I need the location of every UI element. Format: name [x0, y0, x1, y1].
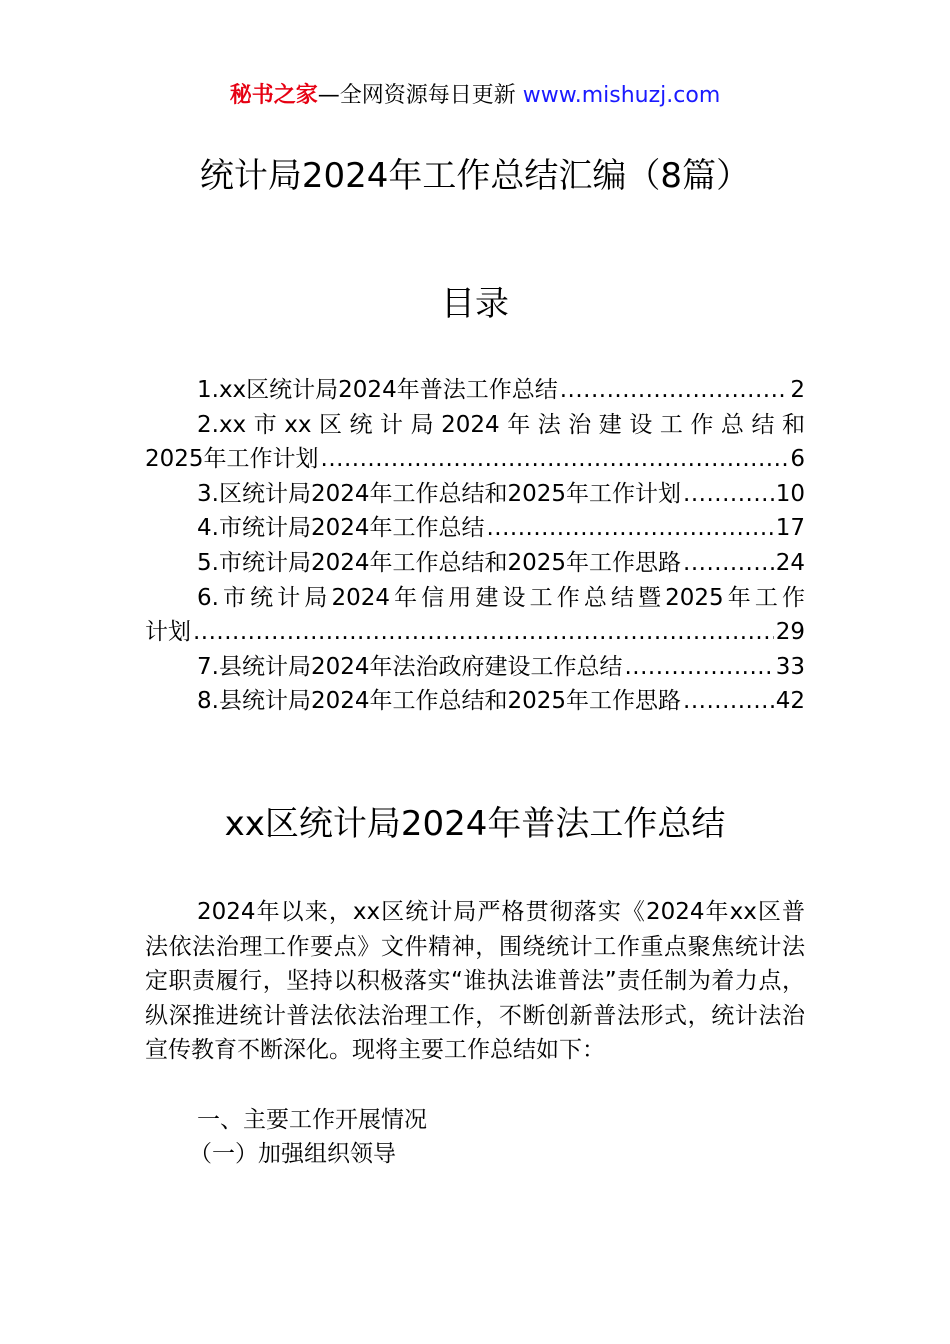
- toc-page-number: 29: [775, 619, 805, 646]
- toc-entry-text: 7.县统计局2024年法治政府建设工作总结: [197, 653, 623, 680]
- section-heading-level1: 一、主要工作开展情况: [197, 1107, 427, 1133]
- section-title: xx区统计局2024年普法工作总结: [224, 804, 726, 844]
- toc-entry-text: 2.xx市xx区统计局2024年法治建设工作总结和: [197, 411, 805, 438]
- toc-leader-dots: [193, 615, 774, 650]
- toc-entry-text: 5.市统计局2024年工作总结和2025年工作思路: [197, 549, 682, 576]
- toc-entry-text: 3.区统计局2024年工作总结和2025年工作计划: [197, 480, 682, 507]
- toc-entry-text: 计划: [145, 619, 191, 646]
- toc-leader-dots: [624, 650, 773, 685]
- toc-entry-7[interactable]: [145, 650, 805, 685]
- site-url-link[interactable]: www.mishuzj.com: [522, 83, 721, 108]
- toc-entry-text: 8.县统计局2024年工作总结和2025年工作思路: [197, 688, 682, 715]
- toc-leader-dots: [683, 684, 774, 719]
- toc-leader-dots: [683, 477, 774, 512]
- toc-entry-3[interactable]: [145, 477, 805, 512]
- toc-page-number: 17: [775, 515, 805, 542]
- toc-page-number: 2: [790, 377, 805, 403]
- toc-page-number: 10: [775, 480, 805, 507]
- site-header: [0, 80, 950, 112]
- toc-leader-dots: [486, 511, 773, 546]
- toc-page-number: 42: [775, 688, 805, 715]
- toc-entry-2[interactable]: [145, 408, 805, 443]
- toc-entry-5[interactable]: [145, 546, 805, 581]
- site-tagline: —全网资源每日更新: [317, 83, 523, 108]
- toc-leader-dots: [321, 442, 789, 477]
- site-brand: 秘书之家: [229, 83, 318, 108]
- document-title: 统计局2024年工作总结汇编（8篇）: [199, 156, 751, 196]
- toc-entry-text: 6.市统计局2024年信用建设工作总结暨2025年工作: [197, 584, 805, 611]
- toc-entry-1[interactable]: [145, 373, 805, 408]
- table-of-contents: [145, 373, 805, 719]
- toc-entry-8[interactable]: [145, 684, 805, 719]
- toc-entry-6[interactable]: [145, 581, 805, 616]
- toc-entry-2-continued[interactable]: [145, 442, 805, 477]
- toc-page-number: 24: [775, 549, 805, 576]
- toc-page-number: 6: [790, 446, 805, 473]
- body-paragraph: 2024年以来，xx区统计局严格贯彻落实《2024年xx区普法依法治理工作要点》文件精神，围绕统计工作重点聚焦统计法定职责履行，坚持以积极落实“谁执法谁普法”责任制为着力点，纵深推进统计普法依法治理工作，不断创新普法形式，统计法治宣传教育不断深化。现将主要工作总结如下：: [145, 899, 805, 1064]
- toc-entry-text: 4.市统计局2024年工作总结: [197, 515, 485, 542]
- toc-title: 目录: [441, 284, 509, 324]
- toc-page-number: 33: [775, 653, 805, 680]
- toc-entry-text: 2025年工作计划: [145, 446, 319, 473]
- toc-leader-dots: [683, 546, 774, 581]
- toc-leader-dots: [560, 373, 789, 408]
- section-heading-level2: （一）加强组织领导: [189, 1141, 396, 1167]
- toc-entry-4[interactable]: [145, 511, 805, 546]
- toc-entry-6-continued[interactable]: [145, 615, 805, 650]
- toc-entry-text: 1.xx区统计局2024年普法工作总结: [197, 377, 558, 403]
